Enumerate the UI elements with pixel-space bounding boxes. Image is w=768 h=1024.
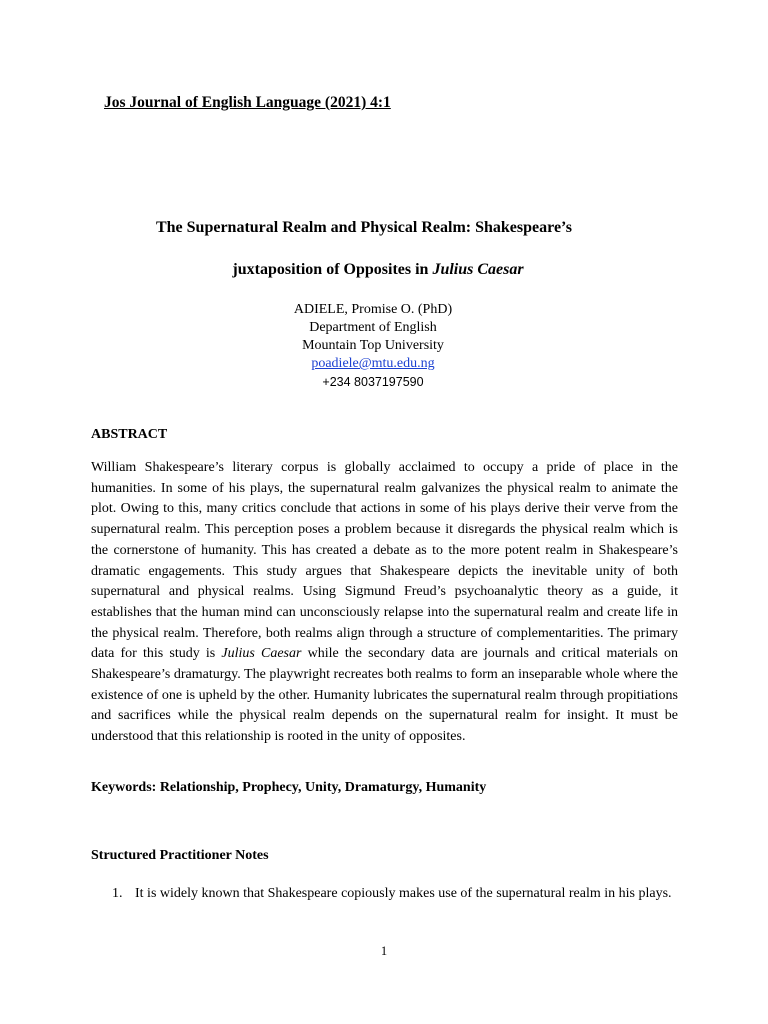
journal-header: Jos Journal of English Language (2021) 4:1 [104, 94, 391, 111]
author-phone: +234 8037197590 [322, 375, 424, 389]
list-item-number: 1. [112, 886, 123, 901]
list-item-text: It is widely known that Shakespeare copiously makes use of the supernatural realm in his plays. [135, 886, 672, 901]
author-block [0, 301, 746, 391]
abstract-heading: ABSTRACT [91, 427, 168, 442]
title-prefix: juxtaposition of Opposites in [232, 261, 433, 278]
page-number: 1 [380, 944, 388, 958]
author-name: ADIELE, Promise O. (PhD) [293, 302, 453, 317]
list-item [112, 880, 678, 907]
article-title-line-1: The Supernatural Realm and Physical Realm: Shakespeare’s [155, 219, 572, 236]
author-department: Department of English [309, 320, 437, 335]
abstract-text-part-1: William Shakespeare’s literary corpus is globally acclaimed to occupy a pride of place in the humanities. In some of his plays, the supernatural realm galvanizes the physical realm to animate the plot. Owing to this, many critics conclude that actions in some of his plays derive their verve from the supernatural realm. This perception poses a problem because it disregards the physical realm which is the cornerstone of humanity. This has created a debate as to the more potent realm in Shakespeare’s dramatic engagements. This study argues that Shakespeare depicts the inevitable unity of both supernatural and physical realms. Using Sigmund Freud’s psychoanalytic theory as a guide, it establishes that the human mind can unconsciously relapse into the supernatural realm and create life in the physical realm. Therefore, both realms align through a structure of complementarities. The primary data for this study is [91, 460, 678, 662]
abstract-text-part-2: while the secondary data are journals and critical materials on Shakespeare’s dramaturgy. The playwright recreates both realms to form an inseparable whole where the existence of one is upheld by the other. Humanity lubricates the supernatural realm through propitiations and sacrifices while the physical realm depends on the supernatural realm for insight. It must be understood that this relationship is rooted in the unity of opposites. [91, 646, 678, 745]
title-italic-work: Julius Caesar [432, 261, 524, 278]
notes-heading: Structured Practitioner Notes [91, 848, 269, 863]
keywords-line: Keywords: Relationship, Prophecy, Unity, Dramaturgy, Humanity [91, 780, 487, 795]
author-institution: Mountain Top University [302, 338, 444, 353]
article-title-line-2 [0, 261, 756, 279]
abstract-italic-work: Julius Caesar [221, 646, 302, 662]
abstract-body [91, 458, 678, 748]
author-email-link[interactable]: poadiele@mtu.edu.ng [311, 356, 435, 371]
